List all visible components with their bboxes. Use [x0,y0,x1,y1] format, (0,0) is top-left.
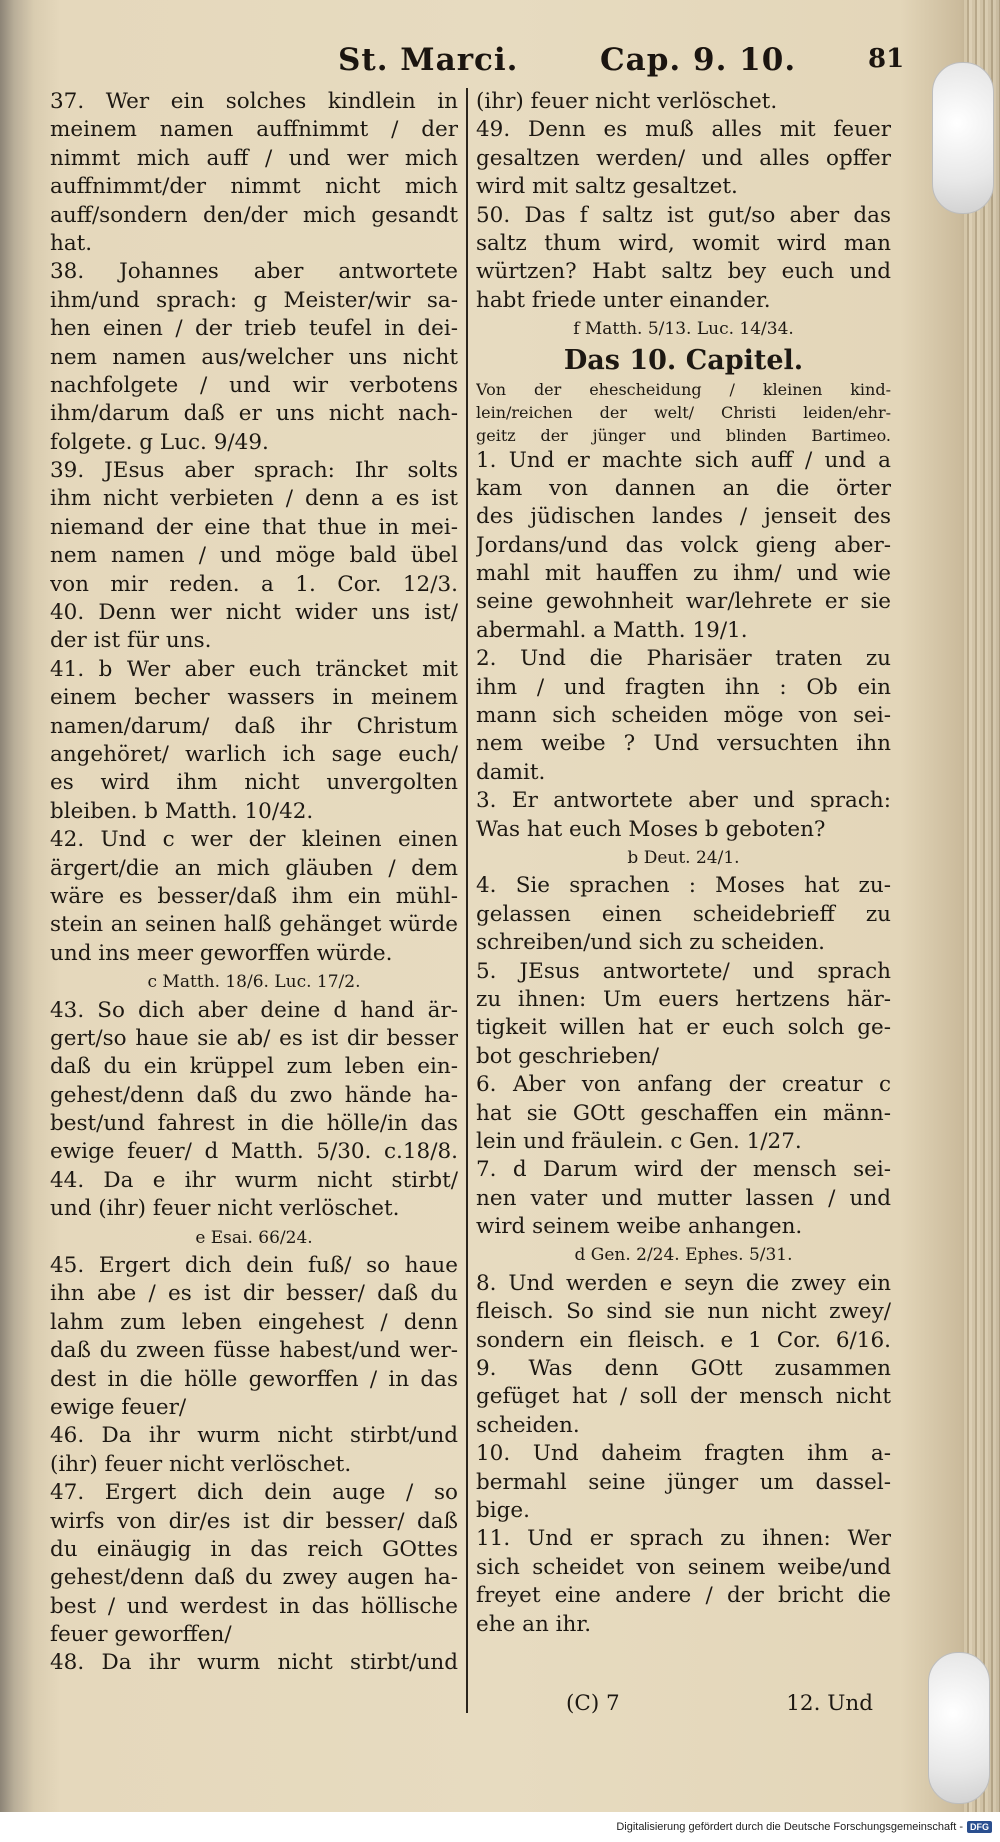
text-line: nem namen / und möge bald übel [50,543,458,569]
text-line: 8. Und werden e seyn die zwey ein [476,1270,891,1296]
text-line: sich scheidet von seinem weibe/und [476,1554,891,1580]
text-line: nachfolgete / und wir verbotens [50,372,458,398]
text-line: e Esai. 66/24. [195,1227,313,1248]
text-line: 2. Und die Pharisäer traten zu [476,646,891,672]
text-line: 10. Und daheim fragten ihm a- [476,1441,891,1467]
text-line: nem namen aus/welcher uns nicht [50,344,458,370]
text-line: mann sich scheiden möge von sei- [476,703,891,729]
text-line: wird seinem weibe anhangen. [476,1214,803,1240]
text-line: feuer geworffen/ [50,1622,232,1648]
text-line: 46. Da ihr wurm nicht stirbt/und [50,1423,458,1449]
text-line: (ihr) feuer nicht verlöschet. [50,1451,352,1477]
text-line: bermahl seine jünger um dassel- [476,1469,891,1495]
text-line: nimmt mich auff / und wer mich [50,145,458,171]
text-line: lahm zum leben eingehest / denn [50,1309,458,1335]
text-line: namen/darum/ daß ihr Christum [50,713,458,739]
text-line: 4. Sie sprachen : Moses hat zu- [476,873,891,899]
book-clip-top [932,62,994,214]
text-line: sondern ein fleisch. e 1 Cor. 6/16. [476,1327,891,1353]
text-line: freyet eine andere / der bricht die [476,1583,891,1609]
text-line: (ihr) feuer nicht verlöschet. [476,89,778,114]
text-line: dest in die hölle geworffen / in das [50,1366,458,1392]
text-line: 11. Und er sprach zu ihnen: Wer [476,1526,891,1552]
text-line: seine gewohnheit war/lehrete er sie [476,589,891,615]
text-line: 7. d Darum wird der mensch sei- [476,1157,891,1183]
text-line: scheiden. [476,1412,580,1438]
text-line: Das 10. Capitel. [563,344,804,376]
text-line: einem becher wassers in meinem [50,685,458,711]
text-line: f Matth. 5/13. Luc. 14/34. [573,319,794,340]
text-line: d Gen. 2/24. Ephes. 5/31. [574,1245,793,1266]
text-line: nem weibe ? Und versuchten ihn [476,731,891,757]
text-line: 42. Und c wer der kleinen einen [50,827,458,853]
dfg-logo: DFG [967,1821,992,1833]
book-clip-bottom [928,1652,990,1804]
text-line: tigkeit willen hat er euch solch ge- [476,1015,891,1041]
text-line: niemand der eine that thue in mei- [50,514,458,540]
text-line: zu ihnen: Um euers hertzens här- [476,986,891,1012]
signature-mark: (C) 7 [566,1691,620,1716]
digitization-credit [616,1821,992,1833]
text-line: bleiben. b Matth. 10/42. [50,798,314,824]
text-line: ehe an ihr. [476,1611,592,1637]
text-line: saltz thum wird, womit wird man [476,230,891,256]
text-line: 43. So dich aber deine d hand är- [50,997,458,1023]
text-line: des jüdischen landes / jenseit des [476,504,891,530]
text-line: daß du zween füsse habest/und wer- [50,1338,458,1364]
text-line: mahl mit hauffen zu ihm/ und wie [476,561,891,587]
text-line: 37. Wer ein solches kindlein in [50,89,458,114]
text-line: 6. Aber von anfang der creatur c [476,1072,891,1098]
text-line: ihm/darum daß er uns nicht nach- [50,401,458,427]
page-edge [964,0,1000,1842]
page-number: 81 [868,44,905,74]
text-line: 5. JEsus antwortete/ und sprach [476,958,891,984]
text-line: hat. [50,230,93,256]
text-line: wird mit saltz gesaltzet. [476,174,738,200]
running-head: St. Marci. [338,42,519,78]
text-line: abermahl. a Matth. 19/1. [476,617,748,643]
text-line: Was hat euch Moses b geboten? [476,816,826,842]
text-line: würtzen? Habt saltz bey euch und [476,259,891,285]
text-line: auffnimmt/der nimmt nicht mich [50,174,458,200]
text-line: gehest/denn daß du zwo hände ha- [50,1082,458,1108]
text-line: 39. JEsus aber sprach: Ihr solts [50,458,458,484]
text-line: auff/sondern den/der mich gesandt [50,202,458,228]
text-line: von mir reden. a 1. Cor. 12/3. [50,571,458,597]
text-line: damit. [476,759,546,785]
page-header [0,34,1000,84]
text-line: angehöret/ warlich ich sage euch/ [50,741,458,767]
text-line: ewige feuer/ d Matth. 5/30. c.18/8. [50,1139,458,1165]
text-line: 50. Das f saltz ist gut/so aber das [476,202,891,228]
text-line: nen vater und mutter lassen / und [476,1185,891,1211]
text-line: 9. Was denn GOtt zusammen [476,1356,891,1382]
text-line: 48. Da ihr wurm nicht stirbt/und [50,1650,458,1676]
text-line: hat sie GOtt geschaffen ein männ- [476,1100,891,1126]
text-line: hen einen / der trieb teufel in dei- [50,316,458,342]
text-line: 41. b Wer aber euch träncket mit [50,656,458,682]
text-line: kam von dannen an die örter [476,475,891,501]
text-line: fleisch. So sind sie nun nicht zwey/ [476,1299,891,1325]
text-line: ärgert/die an mich gläuben / dem [50,855,458,881]
text-line: 40. Denn wer nicht wider uns ist/ [50,600,458,626]
text-line: lein/reichen der welt/ Christi leiden/ehr- [476,402,891,422]
text-line: best / und werdest in das höllische [50,1593,458,1619]
text-line: bot geschrieben/ [476,1043,660,1069]
text-line: gelassen einen scheidebrieff zu [476,901,891,927]
right-column [476,88,891,1639]
text-line: gehest/denn daß du zwey augen ha- [50,1565,458,1591]
text-line: bige. [476,1497,530,1523]
page-footer [476,1688,891,1720]
text-line: ihm nicht verbieten / denn a es ist [50,486,458,512]
text-line: 49. Denn es muß alles mit feuer [476,117,891,143]
column-rule [466,88,468,1713]
text-line: 38. Johannes aber antwortete [50,259,458,285]
text-line: und ins meer geworffen würde. [50,940,393,966]
text-line: folgete. g Luc. 9/49. [50,429,269,455]
text-line: ewige feuer/ [50,1394,187,1420]
text-line: habt friede unter einander. [476,287,771,313]
catchword: 12. Und [786,1691,873,1716]
text-line: daß du ein krüppel zum leben ein- [50,1054,458,1080]
left-column [50,88,458,1678]
text-line: 1. Und er machte sich auff / und a [476,447,891,473]
text-line: Jordans/und das volck gieng aber- [476,532,891,558]
text-line: geitz der jünger und blinden Bartimeo. [476,425,891,445]
text-line: der ist für uns. [50,628,212,654]
credit-text: Digitalisierung gefördert durch die Deutsche Forschungsgemeinschaft - [616,1821,963,1833]
text-line: ihm/und sprach: g Meister/wir sa- [50,287,458,313]
text-line: c Matth. 18/6. Luc. 17/2. [147,972,361,993]
text-line: 47. Ergert dich dein auge / so [50,1480,458,1506]
text-line: meinem namen auffnimmt / der [50,117,458,143]
text-line: es wird ihm nicht unvergolten [50,770,458,796]
text-line: schreiben/und sich zu scheiden. [476,930,825,956]
text-line: du einäugig in das reich GOttes [50,1536,458,1562]
text-line: gefüget hat / soll der mensch nicht [476,1384,891,1410]
text-line: lein und fräulein. c Gen. 1/27. [476,1128,802,1154]
text-line: ihm / und fragten ihn : Ob ein [476,674,891,700]
text-line: best/und fahrest in die hölle/in das [50,1111,458,1137]
text-line: gesaltzen werden/ und alles opffer [476,145,891,171]
text-line: ihn abe / es ist dir besser/ daß du [50,1281,458,1307]
text-line: wäre es besser/daß ihm ein mühl- [50,883,458,909]
text-line: 3. Er antwortete aber und sprach: [476,788,891,814]
text-line: 45. Ergert dich dein fuß/ so haue [50,1253,458,1279]
text-line: gert/so haue sie ab/ es ist dir besser [50,1025,458,1051]
text-line: und (ihr) feuer nicht verlöschet. [50,1196,400,1222]
text-line: b Deut. 24/1. [627,847,740,868]
text-line: 44. Da e ihr wurm nicht stirbt/ [50,1167,458,1193]
text-line: Von der ehescheidung / kleinen kind- [476,379,891,399]
text-line: stein an seinen halß gehänget würde [50,912,458,938]
chapter-reference: Cap. 9. 10. [600,42,797,78]
text-line: wirfs von dir/es ist dir besser/ daß [50,1508,458,1534]
